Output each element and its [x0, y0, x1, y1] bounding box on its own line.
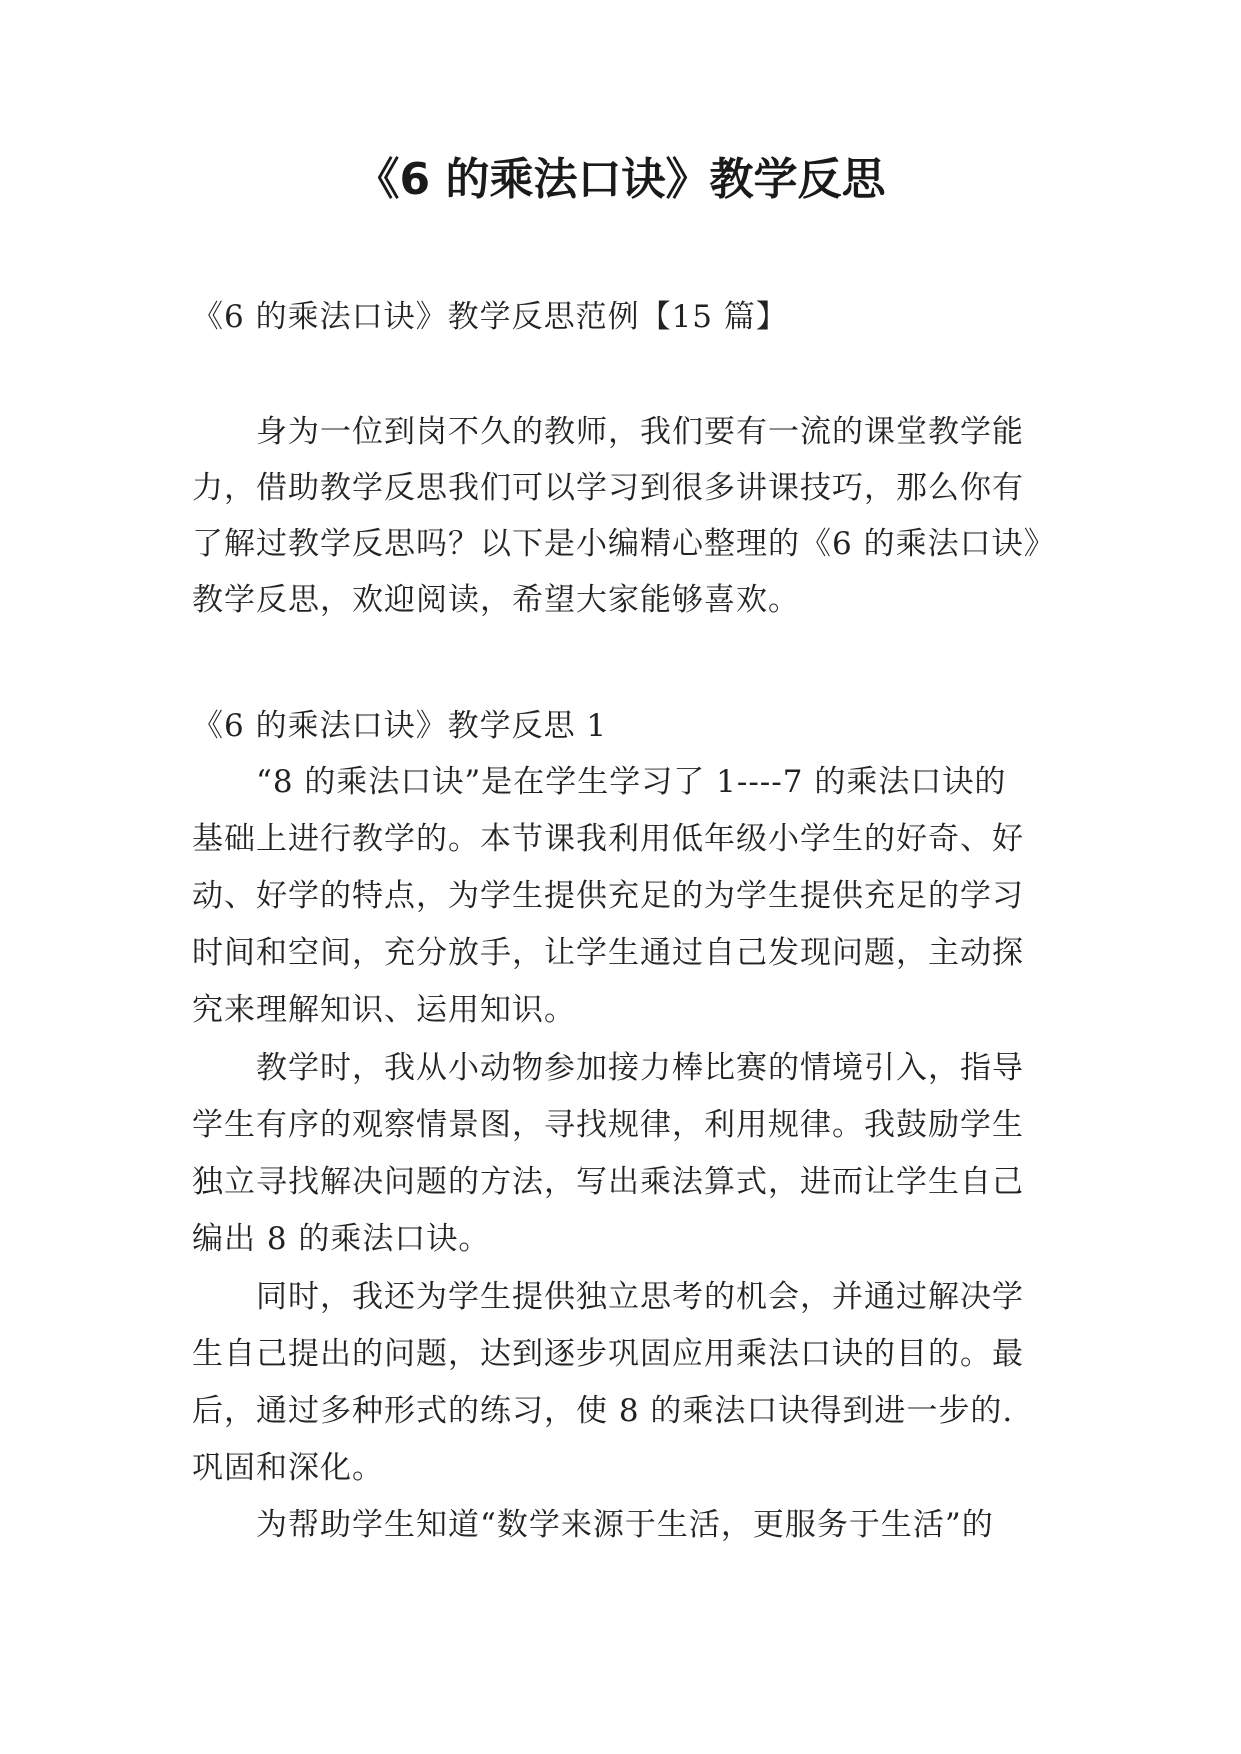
paragraph-line: 为帮助学生知道“数学来源于生活，更服务于生活”的 [256, 1507, 994, 1543]
paragraph-line: 生自己提出的问题，达到逐步巩固应用乘法口诀的目的。最 [192, 1336, 1024, 1372]
paragraph-line: 动、好学的特点，为学生提供充足的为学生提供充足的学习 [192, 878, 1024, 914]
intro-line: 了解过教学反思吗？以下是小编精心整理的《6 的乘法口诀》 [192, 526, 1056, 562]
paragraph-line: 时间和空间，充分放手，让学生通过自己发现问题，主动探 [192, 935, 1024, 971]
paragraph-line: 基础上进行教学的。本节课我利用低年级小学生的好奇、好 [192, 821, 1024, 857]
intro-line: 力，借助教学反思我们可以学习到很多讲课技巧，那么你有 [192, 470, 1024, 506]
paragraph-line: 学生有序的观察情景图，寻找规律，利用规律。我鼓励学生 [192, 1107, 1024, 1143]
paragraph-line: 巩固和深化。 [192, 1450, 384, 1486]
document-subtitle: 《6 的乘法口诀》教学反思范例【15 篇】 [192, 299, 788, 335]
document-title: 《6 的乘法口诀》教学反思 [355, 154, 886, 205]
paragraph-line: “8 的乘法口诀”是在学生学习了 1----7 的乘法口诀的 [256, 764, 1007, 800]
paragraph-line: 究来理解知识、运用知识。 [192, 992, 576, 1028]
intro-line: 身为一位到岗不久的教师，我们要有一流的课堂教学能 [256, 414, 1024, 450]
paragraph-line: 编出 8 的乘法口诀。 [192, 1221, 491, 1257]
paragraph-line: 独立寻找解决问题的方法，写出乘法算式，进而让学生自己 [192, 1164, 1024, 1200]
paragraph-line: 教学时，我从小动物参加接力棒比赛的情境引入，指导 [256, 1050, 1024, 1086]
section-heading: 《6 的乘法口诀》教学反思 1 [192, 708, 608, 744]
paragraph-line: 同时，我还为学生提供独立思考的机会，并通过解决学 [256, 1279, 1024, 1315]
paragraph-line: 后，通过多种形式的练习，使 8 的乘法口诀得到进一步的. [192, 1393, 1014, 1429]
intro-line: 教学反思，欢迎阅读，希望大家能够喜欢。 [192, 582, 800, 618]
